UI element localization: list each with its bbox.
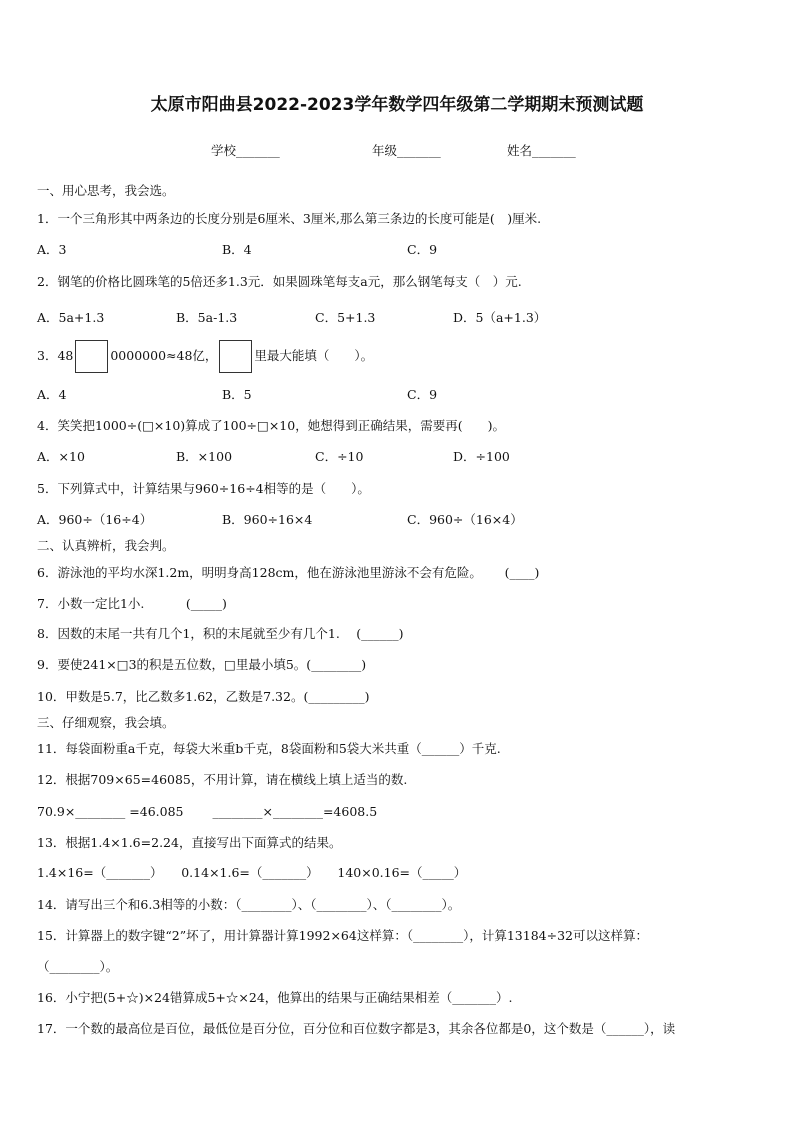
q2-option-d[interactable]: D．5（a+1.3） [453,310,547,325]
question-12-blanks[interactable]: 70.9×________ =46.085 ________×________=4608.5 [37,804,378,819]
q4-option-c[interactable]: C．÷10 [315,449,364,464]
q2-option-c[interactable]: C．5+1.3 [315,310,376,325]
section-2-heading: 二、认真辨析，我会判。 [37,538,175,553]
q3-option-c[interactable]: C．9 [407,387,438,402]
name-field[interactable]: 姓名_______ [507,143,576,158]
q3-part-1: 3．48 [37,348,74,363]
question-9: 9．要使241×□3的积是五位数，□里最小填5。(________) [37,657,367,672]
q5-option-b[interactable]: B．960÷16×4 [222,512,313,527]
question-12: 12．根据709×65=46085，不用计算，请在横线上填上适当的数. [37,772,408,787]
question-8: 8．因数的末尾一共有几个1，积的末尾就至少有几个1. (______) [37,626,404,641]
q5-option-a[interactable]: A．960÷（16÷4） [37,512,153,527]
section-1-heading: 一、用心思考，我会选。 [37,183,175,198]
q4-option-a[interactable]: A．×10 [37,449,85,464]
q1-option-a[interactable]: A．3 [37,242,67,257]
page-title: 太原市阳曲县2022-2023学年数学四年级第二学期期末预测试题 [150,95,644,115]
school-field[interactable]: 学校_______ [211,143,280,158]
question-13: 13．根据1.4×1.6=2.24，直接写出下面算式的结果。 [37,835,342,850]
question-3 [37,340,373,373]
question-11: 11．每袋面粉重a千克，每袋大米重b千克，8袋面粉和5袋大米共重（______）千克. [37,741,501,756]
q3-answer-box-1[interactable] [75,340,108,373]
q5-option-c[interactable]: C．960÷（16×4） [407,512,523,527]
q2-option-b[interactable]: B．5a-1.3 [176,310,238,325]
q3-option-b[interactable]: B．5 [222,387,252,402]
question-14: 14．请写出三个和6.3相等的小数：（________）、（________）、（________）。 [37,897,461,912]
q3-part-3: 里最大能填（ ）。 [254,348,374,363]
question-7: 7．小数一定比1小. (_____) [37,596,227,611]
question-1: 1．一个三角形其中两条边的长度分别是6厘米、3厘米,那么第三条边的长度可能是( )厘米. [37,211,542,226]
question-6: 6．游泳池的平均水深1.2m，明明身高128cm，他在游泳池里游泳不会有危险。 (____) [37,565,540,580]
question-17: 17．一个数的最高位是百位，最低位是百分位，百分位和百位数字都是3，其余各位都是0，这个数是（______），读 [37,1021,676,1036]
q3-option-a[interactable]: A．4 [37,387,67,402]
q3-answer-box-2[interactable] [219,340,252,373]
question-15: 15．计算器上的数字键“2”坏了，用计算器计算1992×64这样算：（________），计算13184÷32可以这样算： [37,928,648,943]
q1-option-b[interactable]: B．4 [222,242,252,257]
q2-option-a[interactable]: A．5a+1.3 [37,310,105,325]
q4-option-b[interactable]: B．×100 [176,449,233,464]
question-16: 16．小宁把(5+☆)×24错算成5+☆×24，他算出的结果与正确结果相差（_______）. [37,990,513,1005]
question-15-continued: （________）。 [37,959,119,974]
question-2: 2．钢笔的价格比圆珠笔的5倍还多1.3元．如果圆珠笔每支a元，那么钢笔每支（ ）元. [37,274,522,289]
question-13-blanks[interactable]: 1.4×16=（_______） 0.14×1.6=（_______） 140×0.16=（_____） [37,865,467,880]
section-3-heading: 三、仔细观察，我会填。 [37,715,175,730]
question-4: 4．笑笑把1000÷(□×10)算成了100÷□×10，她想得到正确结果，需要再( )。 [37,418,505,433]
question-10: 10．甲数是5.7，比乙数多1.62，乙数是7.32。(_________) [37,689,370,704]
q4-option-d[interactable]: D．÷100 [453,449,510,464]
q1-option-c[interactable]: C．9 [407,242,438,257]
q3-part-2: 0000000≈48亿， [110,348,218,363]
question-5: 5．下列算式中，计算结果与960÷16÷4相等的是（ ）。 [37,481,370,496]
grade-field[interactable]: 年级_______ [372,143,441,158]
